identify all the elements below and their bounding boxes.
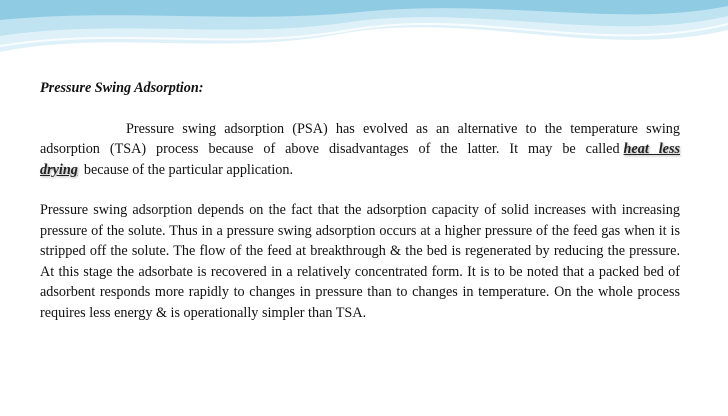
highlight-term: heat less drying (40, 141, 680, 178)
top-wave-decoration (0, 0, 728, 70)
slide-heading: Pressure Swing Adsorption: (40, 80, 204, 96)
paragraph-intro (40, 119, 680, 181)
paragraph-intro-tail: because of the particular application. (83, 161, 294, 178)
paragraph-body: Pressure swing adsorption depends on the fact that the adsorption capacity of solid increases with increasing pressure of the solute. Thus in a pressure swing adsorption occurs at a higher pressure of the feed gas when it is stripped off the solute. The flow of the feed at breakthrough & the bed is regenerated by reducing the pressure. At this stage the adsorbate is recovered in a relatively concentrated form. It is to be noted that a packed bed of adsorbent responds more rapidly to changes in pressure than to changes in temperature. On the whole process requires less energy & is operationally simpler than TSA. (40, 202, 680, 321)
paragraph-intro-text: Pressure swing adsorption (PSA) has evolved as an alternative to the temperature swing adsorption (TSA) process because of above disadvantages of the latter. It may be called (40, 120, 680, 157)
slide-content (40, 78, 680, 323)
